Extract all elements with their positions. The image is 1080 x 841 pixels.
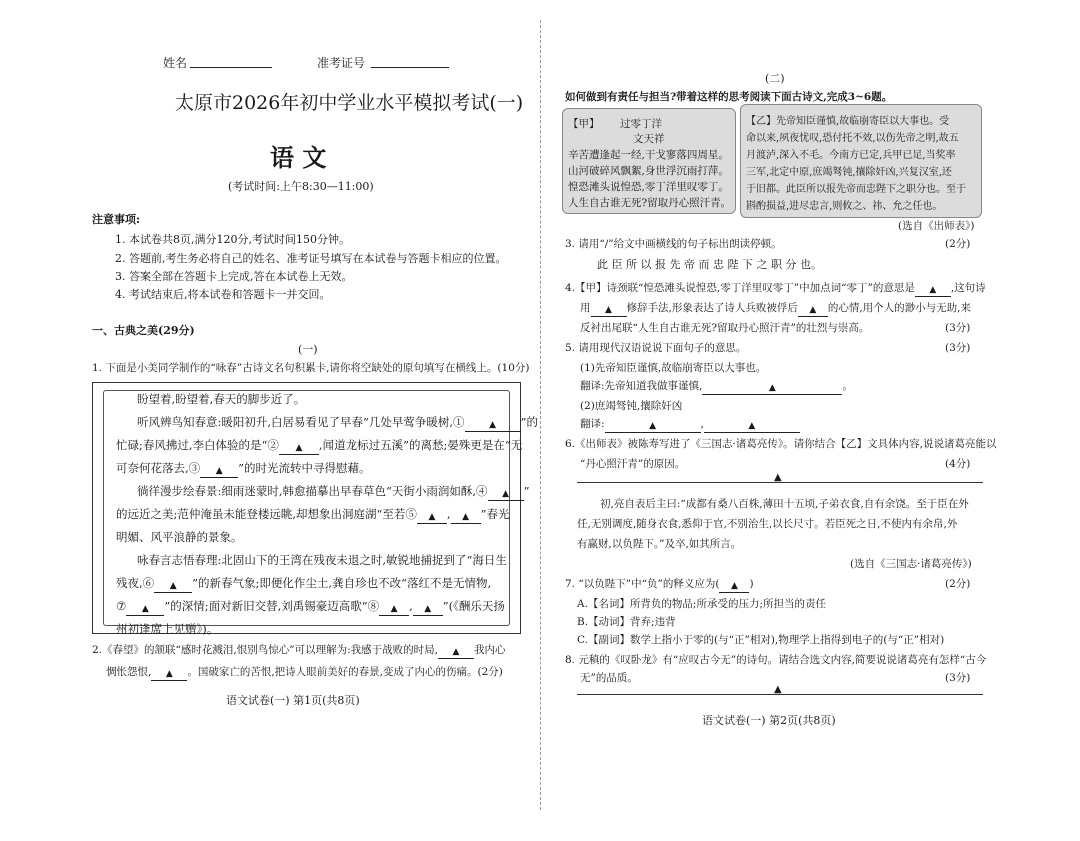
notice-item: 4. 考试结束后,将本试卷和答题卡一并交回。 [115, 288, 331, 301]
question-6-cont: “丹心照汗青”的原因。 [580, 458, 686, 470]
question-5: 5. 请用现代汉语说说下面句子的意思。 [565, 342, 747, 354]
answer-marker: ▲ [141, 604, 149, 614]
q7-option-c[interactable]: C.【副词】数学上指小于零的(与“正”相对),物理学上指得到电子的(与“正”相对) [577, 634, 945, 646]
poem-jia-line: 辛苦遭逢起一经,干戈寥落四周星。 [568, 149, 729, 161]
name-field[interactable] [190, 56, 272, 68]
prose-yi-line: 命以来,夙夜忧叹,恐付托不效,以伤先帝之明,故五 [746, 133, 959, 144]
score: (3分) [945, 672, 971, 684]
answer-marker: ▲ [774, 684, 782, 695]
answer-marker: ▲ [748, 421, 756, 431]
exam-time: (考试时间:上午8:30—11:00) [228, 180, 374, 193]
prose-yi-line: 斟酌损益,进尽忠言,则攸之、祎、允之任也。 [746, 201, 943, 212]
question-8: 8. 元稹的《叹卧龙》有“应叹古今无”的诗句。请结合选文内容,简要说说诸葛亮有怎样“古今 [565, 654, 987, 666]
answer-marker: ▲ [502, 489, 510, 499]
q3-sentence: 此 臣 所 以 报 先 帝 而 忠 陛 下 之 职 分 也。 [597, 258, 822, 271]
question-4-cont: 用 ▲ 修辞手法,形象表达了诗人兵败被俘后 ▲ 的心情,用个人的渺小与无助,来 [580, 302, 972, 315]
prose-yi-line: 三军,北定中原,庶竭驽钝,攘除奸凶,兴复汉室,还 [746, 167, 952, 178]
q5-sentence-1: (1)先帝知臣谨慎,故临崩寄臣以大事也。 [580, 362, 767, 374]
question-2-cont: 惆怅怨恨, ▲ 。国破家亡的苦恨,把诗人眼前美好的春景,变成了内心的伤痛。(2分) [106, 666, 503, 679]
card-line: 残夜,⑥ ▲ ”的新春气象;即便化作尘土,龚自珍也不改“落红不是无情物, [116, 576, 492, 591]
answer-marker: ▲ [489, 420, 497, 430]
card-line: ⑦ ▲ ”的深情;面对新旧交替,刘禹锡豪迈高歌“⑧ ▲ , ▲ ”(《酬乐天扬 [116, 599, 505, 614]
page-divider [540, 20, 542, 810]
exam-title: 太原市2026年初中学业水平模拟考试(一) [175, 92, 524, 114]
question-3: 3. 请用“/”给文中画横线的句子标出朗读停顿。 [565, 238, 782, 250]
bing-line: 任,无别调度,随身衣食,悉仰于官,不别治生,以长尺寸。若臣死之日,不使内有余帛,外 [577, 518, 958, 530]
part-heading: (二) [765, 72, 785, 85]
subject-title: 语 文 [270, 143, 327, 172]
answer-marker: ▲ [295, 443, 303, 453]
score: (3分) [945, 342, 971, 354]
poem-jia-line: 惶恐滩头说惶恐,零丁洋里叹零丁。 [568, 181, 729, 193]
question-4-cont: 反衬出尾联“人生自古谁无死?留取丹心照汗青”的壮烈与崇高。 [580, 322, 870, 334]
notice-item: 1. 本试卷共8页,满分120分,考试时间150分钟。 [115, 233, 350, 246]
poem-jia-tag: 【甲】 [568, 118, 600, 130]
card-line: 的远近之美;范仲淹虽未能登楼远眺,却想象出洞庭湖“至若⑤ ▲ , ▲ ”春光 [116, 507, 510, 522]
question-1: 1. 下面是小美同学制作的“咏春”古诗文名句积累卡,请你将空缺处的原句填写在横线上。(10分) [92, 362, 530, 374]
source-note: (选自《出师表》) [898, 220, 975, 232]
section-heading: 一、古典之美(29分) [92, 324, 195, 337]
question-8-cont: 无”的品质。 [580, 672, 638, 684]
page-footer-right: 语文试卷(一) 第2页(共8页) [702, 714, 836, 727]
q5-translation-2: 翻译: ▲ , ▲ [580, 416, 800, 433]
reading-intro: 如何做到有责任与担当?带着这样的思考阅读下面古诗文,完成3~6题。 [565, 91, 893, 103]
notice-item: 2. 答题前,考生务必将自己的姓名、准考证号填写在本试卷与答题卡相应的位置。 [115, 252, 507, 265]
answer-marker: ▲ [424, 604, 432, 614]
answer-marker: ▲ [730, 581, 738, 591]
card-line: 盼望着,盼望着,春天的脚步近了。 [137, 392, 306, 406]
answer-marker: ▲ [165, 669, 173, 679]
question-7: 7. “以负陛下”中“负”的释义应为( ▲ ) [565, 578, 754, 591]
card-line: 徜徉漫步绘春景:细雨迷蒙时,韩愈描摹出早春草色“天街小雨润如酥,④ ▲ ” [137, 484, 530, 499]
card-line: 明媚、风平浪静的景象。 [116, 530, 243, 544]
answer-marker: ▲ [215, 466, 223, 476]
bing-line: 初,亮自表后主曰:“成都有桑八百株,薄田十五顷,子弟衣食,自有余饶。至于臣在外 [600, 498, 969, 510]
answer-marker: ▲ [774, 472, 782, 483]
question-2: 2.《春望》的颔联“感时花溅泪,恨别鸟惊心”可以理解为:我感于战败的时局, ▲ 我内心 [92, 644, 506, 657]
card-line: 听风辨鸟知春意:暖阳初升,白居易看见了早春“几处早莺争暖树,① ▲ ”的 [137, 415, 538, 430]
prose-yi-line: 于旧都。此臣所以报先帝而忠陛下之职分也。至于 [746, 184, 966, 195]
q5-sentence-2: (2)庶竭驽钝,攘除奸凶 [580, 400, 683, 412]
answer-marker: ▲ [768, 383, 776, 393]
part-heading: (一) [298, 343, 318, 356]
bing-line: 有赢财,以负陛下。”及卒,如其所言。 [577, 538, 742, 550]
prose-yi-line: 【乙】先帝知臣谨慎,故临崩寄臣以大事也。受 [746, 116, 950, 127]
poem-jia-author: 文天祥 [633, 133, 665, 145]
score: (2分) [945, 238, 971, 250]
q5-translation-1: 翻译:先帝知道我做事谨慎, ▲ 。 [580, 380, 853, 393]
page-footer-left: 语文试卷(一) 第1页(共8页) [226, 694, 360, 707]
card-line: 咏春言志悟春理:北固山下的王湾在残夜未退之时,敏锐地捕捉到了“海日生 [137, 553, 507, 567]
notice-title: 注意事项: [92, 213, 141, 226]
q7-option-b[interactable]: B.【动词】背弃;违背 [577, 616, 676, 628]
answer-marker: ▲ [649, 421, 656, 431]
answer-marker: ▲ [809, 305, 817, 315]
score: (3分) [945, 322, 971, 334]
source-note: (选自《三国志·诸葛亮传》) [850, 558, 972, 570]
poem-jia-line: 人生自古谁无死?留取丹心照汗青。 [568, 197, 732, 209]
card-line: 忙碌;春风拂过,李白体验的是“② ▲ ,闻道龙标过五溪”的离愁;晏殊更是在“无 [116, 438, 523, 453]
score: (2分) [945, 578, 971, 590]
card-line: 州初逢席上见赠》)。 [116, 622, 219, 636]
notice-item: 3. 答案全部在答题卡上完成,答在本试卷上无效。 [115, 270, 353, 283]
poem-jia-title: 过零丁洋 [620, 118, 662, 130]
answer-marker: ▲ [428, 512, 436, 522]
exam-id-label: 准考证号 [317, 56, 366, 70]
answer-marker: ▲ [462, 512, 470, 522]
score: (4分) [945, 458, 971, 470]
card-line: 可奈何花落去,③ ▲ ”的时光流转中寻得慰藉。 [116, 461, 371, 476]
exam-id-field[interactable] [371, 56, 449, 68]
poem-jia-line: 山河破碎风飘絮,身世浮沉雨打萍。 [568, 165, 729, 177]
question-6: 6.《出师表》被陈寿写进了《三国志·诸葛亮传》。请你结合【乙】文具体内容,说说诸葛亮能以 [565, 438, 997, 450]
answer-marker: ▲ [452, 647, 460, 657]
answer-marker: ▲ [605, 305, 612, 315]
answer-marker: ▲ [169, 581, 177, 591]
q7-option-a[interactable]: A.【名词】所背负的物品;所承受的压力;所担当的责任 [577, 598, 826, 610]
answer-marker: ▲ [390, 604, 398, 614]
question-4: 4.【甲】诗颈联“惶恐滩头说惶恐,零丁洋里叹零丁”中加点词“零丁”的意思是 ▲ ,这句诗 [565, 282, 986, 295]
prose-yi-line: 月渡泸,深入不毛。今南方已定,兵甲已足,当奖率 [746, 150, 956, 161]
name-label: 姓名 [163, 56, 188, 70]
answer-marker: ▲ [929, 285, 937, 295]
